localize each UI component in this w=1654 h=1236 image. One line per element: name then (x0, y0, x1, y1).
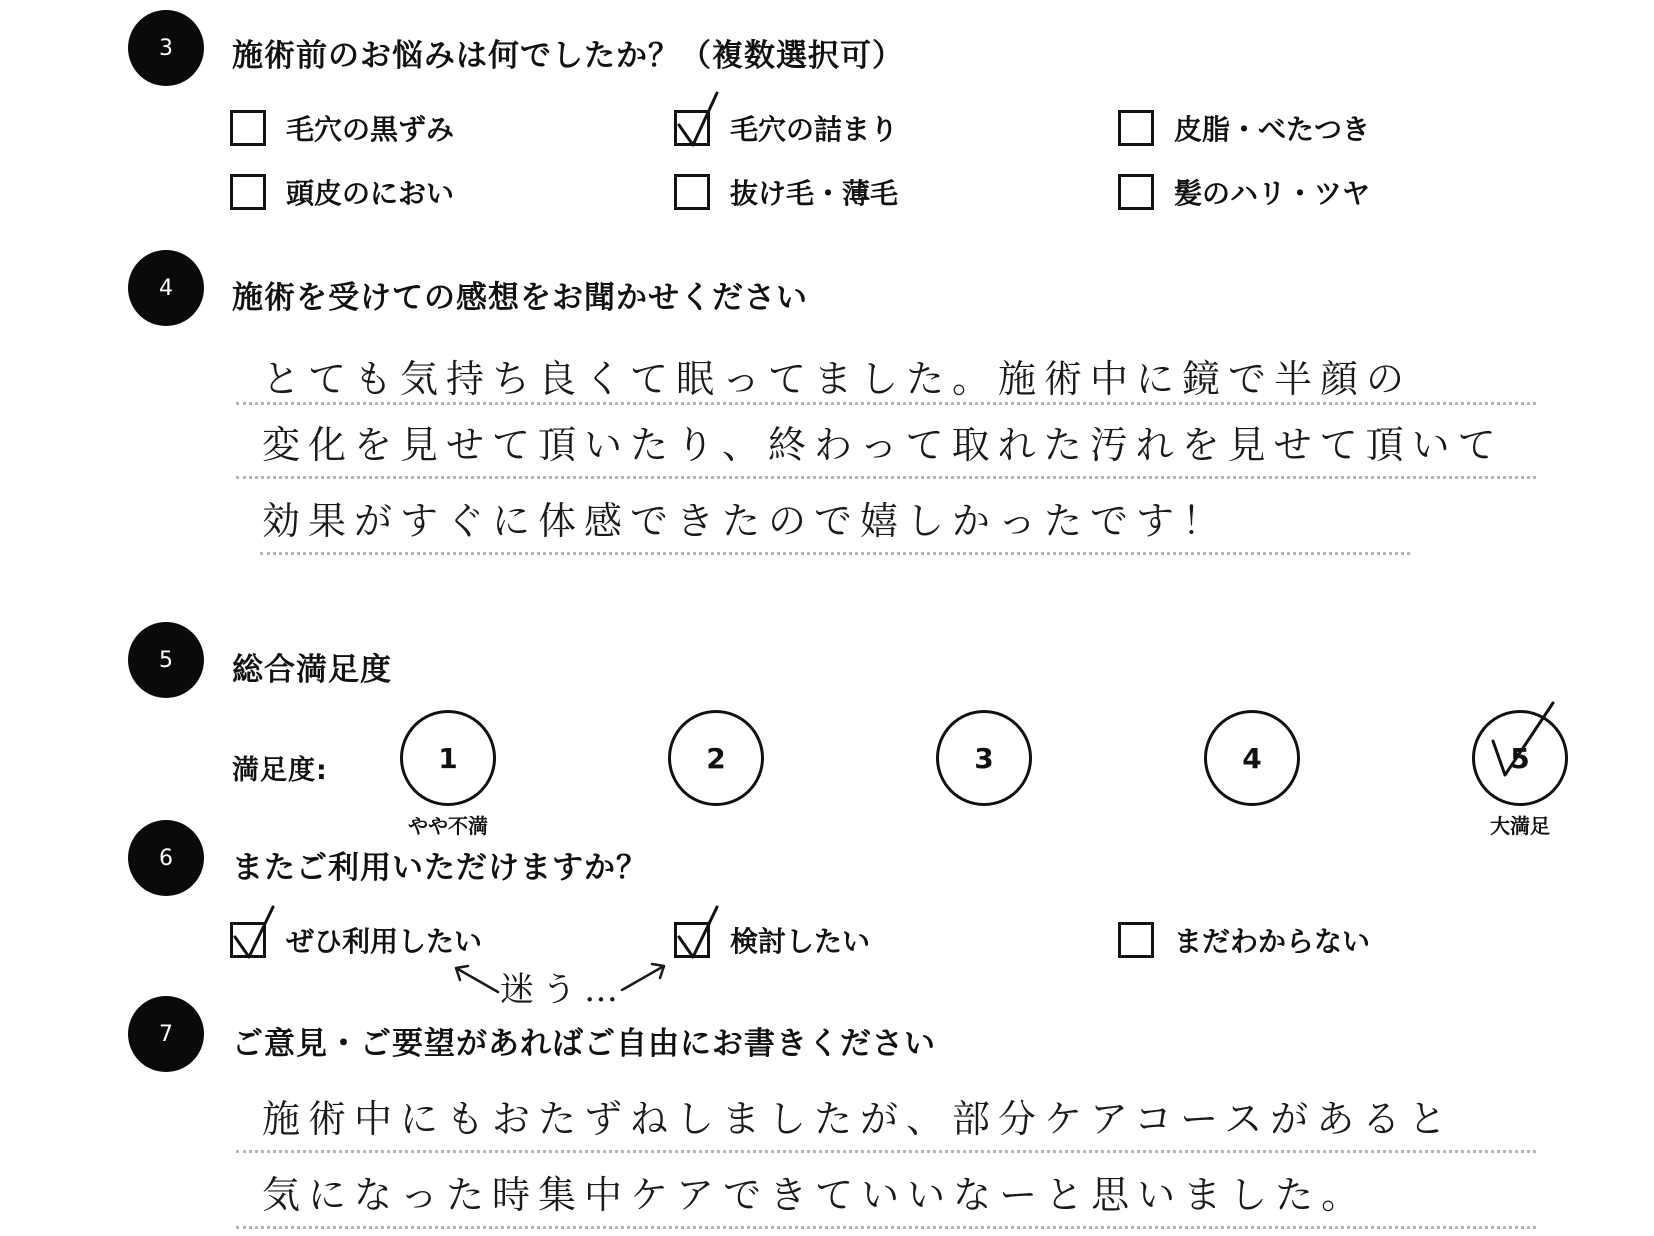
handwritten-answer-line: 効果がすぐに体感できたので嬉しかったです！ (262, 499, 1229, 543)
answer-guide-line (236, 1226, 1536, 1229)
rating-option-4[interactable]: 4 (1204, 710, 1300, 806)
question-title: ご意見・ご要望があればご自由にお書きください (232, 1026, 936, 1062)
handwritten-answer-line: 変化を見せて頂いたり、終わって取れた汚れを見せて頂いて (262, 423, 1504, 467)
option-pore-clogging[interactable] (674, 108, 898, 148)
answer-guide-line (260, 552, 1410, 555)
question-number-badge: 5 (128, 622, 204, 698)
checkbox[interactable] (1118, 110, 1154, 146)
option-not-sure-yet[interactable] (1118, 920, 1370, 960)
arrow-up-right-icon (618, 956, 674, 996)
checkbox[interactable] (674, 174, 710, 210)
question-number-badge: 6 (128, 820, 204, 896)
check-mark-icon (673, 91, 721, 151)
check-mark-icon (229, 903, 277, 963)
option-sebum-stickiness[interactable] (1118, 108, 1370, 148)
question-number-badge: 4 (128, 250, 204, 326)
option-label: 皮脂・べたつき (1174, 113, 1371, 146)
rating-option-1[interactable]: 1 (400, 710, 496, 806)
question-title: 施術前のお悩みは何でしたか？（複数選択可） (232, 38, 904, 74)
handwritten-answer-line: とても気持ち良くて眠ってました。施術中に鏡で半顔の (262, 357, 1413, 401)
checkbox[interactable] (1118, 922, 1154, 958)
rating-label: 満足度: (232, 755, 328, 786)
rating-option-3[interactable]: 3 (936, 710, 1032, 806)
question-title: またご利用いただけますか？ (232, 850, 648, 886)
option-label: まだわからない (1174, 925, 1371, 958)
option-label: 頭皮のにおい (286, 177, 455, 210)
arrow-up-left-icon (446, 958, 502, 998)
question-title: 施術を受けての感想をお聞かせください (232, 280, 808, 316)
answer-guide-line (236, 402, 1536, 405)
handwritten-annotation: 迷う… (500, 970, 626, 1010)
option-label: 検討したい (730, 925, 871, 958)
checkbox-checked[interactable] (230, 922, 266, 958)
rating-option-5-selected[interactable] (1472, 710, 1568, 806)
option-hair-firmness-shine[interactable] (1118, 172, 1370, 212)
option-considering[interactable] (674, 920, 870, 960)
handwritten-answer-line: 気になった時集中ケアできていいなーと思いました。 (262, 1173, 1368, 1217)
checkbox[interactable] (1118, 174, 1154, 210)
option-label: 毛穴の黒ずみ (286, 113, 455, 146)
option-pore-blackheads[interactable] (230, 108, 454, 148)
check-mark-icon (673, 903, 721, 963)
answer-guide-line (236, 476, 1536, 479)
option-label: 抜け毛・薄毛 (730, 177, 899, 210)
handwritten-answer-line: 施術中にもおたずねしましたが、部分ケアコースがあると (262, 1097, 1455, 1141)
rating-caption-high: 大満足 (1490, 814, 1550, 838)
rating-value: 5 (1510, 741, 1530, 775)
question-number-badge: 3 (128, 10, 204, 86)
option-definitely-use[interactable] (230, 920, 482, 960)
checkbox[interactable] (230, 174, 266, 210)
option-label: 毛穴の詰まり (730, 113, 899, 146)
answer-guide-line (236, 1150, 1536, 1153)
question-title: 総合満足度 (232, 652, 392, 688)
option-label: 髪のハリ・ツヤ (1174, 177, 1371, 210)
rating-option-2[interactable]: 2 (668, 710, 764, 806)
option-hair-loss[interactable] (674, 172, 898, 212)
option-scalp-odor[interactable] (230, 172, 454, 212)
check-mark-icon (1489, 699, 1559, 783)
checkbox-checked[interactable] (674, 110, 710, 146)
rating-caption-low: やや不満 (408, 814, 488, 838)
option-label: ぜひ利用したい (286, 925, 483, 958)
question-number-badge: 7 (128, 996, 204, 1072)
checkbox-checked[interactable] (674, 922, 710, 958)
checkbox[interactable] (230, 110, 266, 146)
